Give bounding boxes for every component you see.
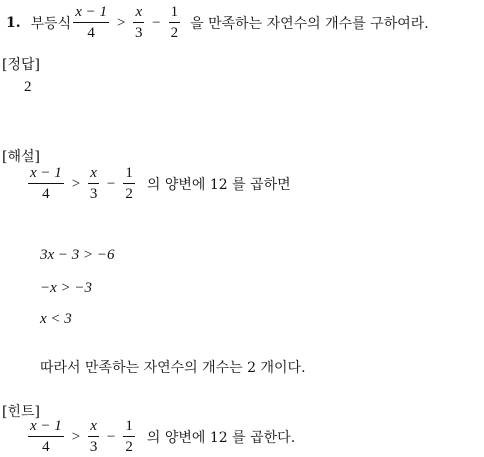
- fraction: $\frac{x}{3}$: [135, 4, 143, 41]
- hint-text: 의 양변에 12 를 곱한다.: [146, 430, 296, 446]
- answer-header: [정답]: [2, 57, 40, 73]
- fraction: $\frac{x}{3}$: [89, 418, 98, 455]
- solution-line1-text: 의 양변에 12 를 곱하면: [146, 177, 291, 193]
- fraction: $\frac{x - 1}{4}$: [30, 165, 62, 202]
- hint-inequality-line: $\frac{x - 1}{4}$ > $\frac{x}{3}$ − $\frac{1}{2}$ 의 양변에 12 를 곱한다.: [30, 418, 296, 455]
- problem-lead: 부등식: [30, 16, 72, 32]
- problem-tail: 을 만족하는 자연수의 개수를 구하여라.: [190, 16, 429, 32]
- fraction: $\frac{1}{2}$: [170, 4, 179, 41]
- fraction: $\frac{1}{2}$: [125, 418, 133, 455]
- fraction: $\frac{x}{3}$: [89, 165, 98, 202]
- solution-step: x < 3: [40, 311, 72, 327]
- fraction: $\frac{x - 1}{4}$: [30, 418, 62, 455]
- solution-conclusion: 따라서 만족하는 자연수의 개수는 2 개이다.: [40, 360, 306, 376]
- solution-inequality-line: $\frac{x - 1}{4}$ > $\frac{x}{3}$ − $\frac{1}{2}$ 의 양변에 12 를 곱하면: [30, 165, 291, 202]
- hint-header: [힌트]: [2, 404, 40, 420]
- solution-step: 3x − 3 > −6: [40, 247, 115, 263]
- fraction: $\frac{x - 1}{4}$: [75, 4, 107, 41]
- problem-number: 1.: [6, 15, 21, 31]
- solution-step: −x > −3: [40, 280, 93, 296]
- solution-header: [해설]: [2, 149, 40, 165]
- problem-line: 1. 부등식 $\frac{x - 1}{4}$ > $\frac{x}{3}$ − $\frac{1}{2}$ 을 만족하는 자연수의 개수를 구하여라.: [6, 4, 429, 41]
- fraction: $\frac{1}{2}$: [125, 165, 133, 202]
- answer-value: 2: [24, 79, 32, 95]
